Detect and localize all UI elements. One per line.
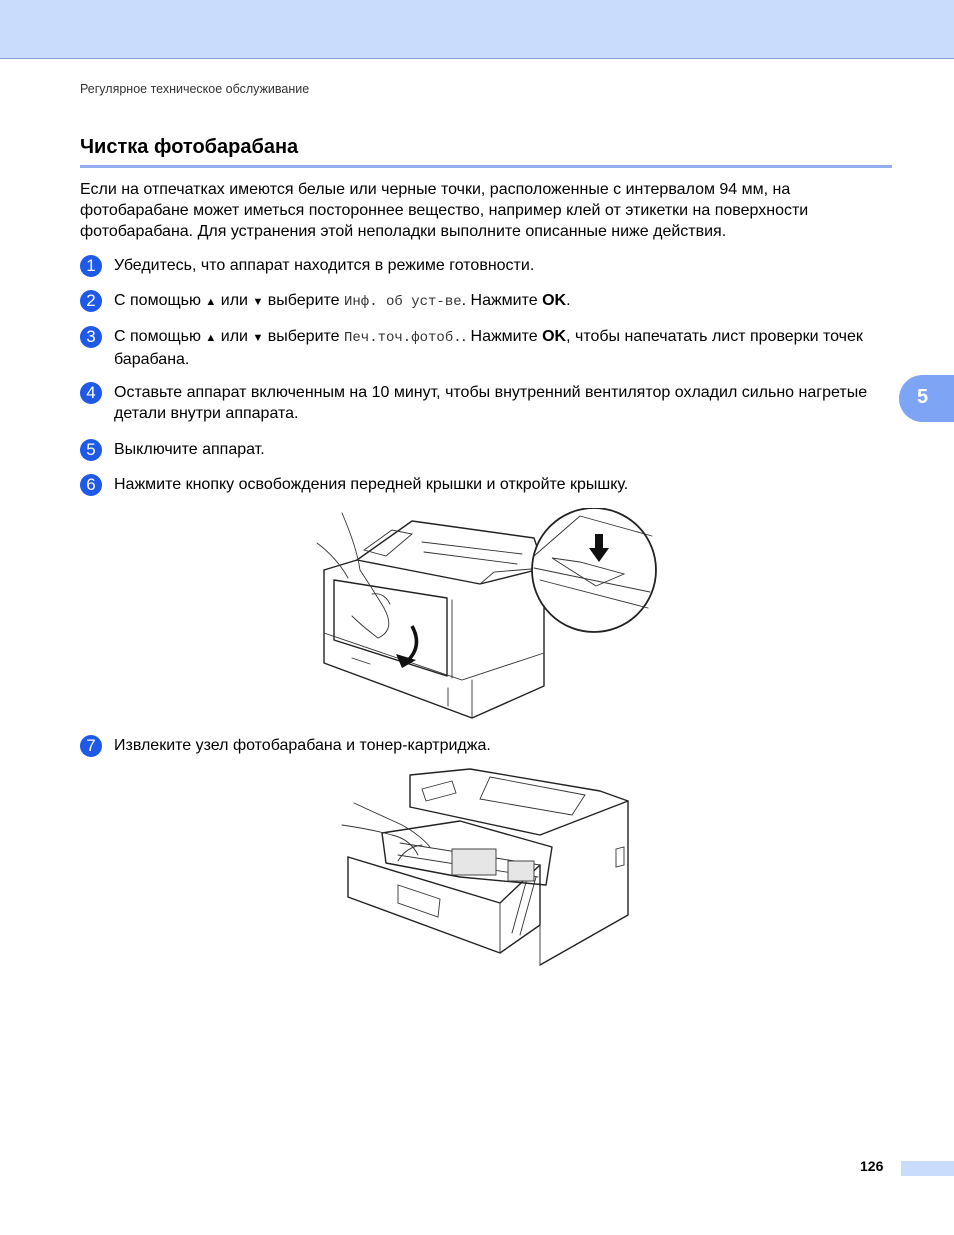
- step-number-badge: 6: [80, 474, 102, 496]
- step-text: Убедитесь, что аппарат находится в режиме готовности.: [114, 257, 535, 274]
- step-text-part: . Нажмите: [461, 328, 538, 345]
- step-number-badge: 3: [80, 326, 102, 348]
- step-text: Оставьте аппарат включенным на 10 минут, чтобы внутренний вентилятор охладил сильно нагретые детали внутри аппарата.: [114, 384, 868, 422]
- step-text: Нажмите кнопку освобождения передней крышки и откройте крышку.: [114, 476, 629, 493]
- hand-illustration: [317, 513, 390, 638]
- step-text-part: или: [220, 328, 248, 345]
- step-text-part: .: [566, 292, 571, 309]
- step-text-part: . Нажмите: [461, 292, 538, 309]
- intro-paragraph: Если на отпечатках имеются белые или черные точки, расположенные с интервалом 94 мм, на фотобарабане может иметься постороннее вещество, например клей от этикетки на поверхности фотобарабана. Для устранения этой неполадки выполните описанные ниже действия.: [80, 181, 809, 240]
- menu-item-name: Инф. об уст-ве: [344, 294, 462, 310]
- step-text-part: выберите: [267, 292, 340, 309]
- step-number-badge: 5: [80, 439, 102, 461]
- figure-open-front-cover: [312, 508, 662, 723]
- open-direction-arrow-icon: [396, 626, 417, 668]
- up-arrow-icon: ▲: [205, 332, 217, 344]
- down-arrow-icon: ▼: [252, 332, 264, 344]
- chapter-number: 5: [917, 386, 929, 408]
- chapter-tab: [899, 375, 954, 422]
- menu-item-name: Печ.точ.фотоб.: [344, 330, 462, 346]
- step-text-part: выберите: [267, 328, 340, 345]
- page-footer-tab: [901, 1161, 954, 1176]
- printer-outline: [324, 521, 544, 718]
- step-number-badge: 1: [80, 255, 102, 277]
- page-number: 126: [860, 1158, 884, 1174]
- running-header: Регулярное техническое обслуживание: [80, 82, 310, 96]
- figure-remove-drum-unit: [340, 765, 635, 970]
- title-divider: [80, 165, 892, 168]
- step-text: Выключите аппарат.: [114, 441, 265, 458]
- step-text-part: С помощью: [114, 292, 201, 309]
- ok-key-label: OK: [542, 328, 567, 345]
- step-text-part: С помощью: [114, 328, 201, 345]
- step-number-badge: 4: [80, 382, 102, 404]
- up-arrow-icon: ▲: [205, 296, 217, 308]
- step-number-badge: 2: [80, 290, 102, 312]
- detail-zoom-circle: [532, 508, 656, 632]
- ok-key-label: OK: [542, 292, 567, 309]
- down-arrow-icon: ▼: [252, 296, 264, 308]
- section-title: Чистка фотобарабана: [80, 136, 299, 158]
- step-text-part: , чтобы напечатать лист проверки точек барабана.: [114, 328, 863, 368]
- step-text: [114, 326, 892, 370]
- step-text: [114, 290, 892, 313]
- step-text-part: или: [220, 292, 248, 309]
- step-number-badge: 7: [80, 735, 102, 757]
- top-header-band: [0, 0, 954, 59]
- step-text: Извлеките узел фотобарабана и тонер-картриджа.: [114, 737, 491, 754]
